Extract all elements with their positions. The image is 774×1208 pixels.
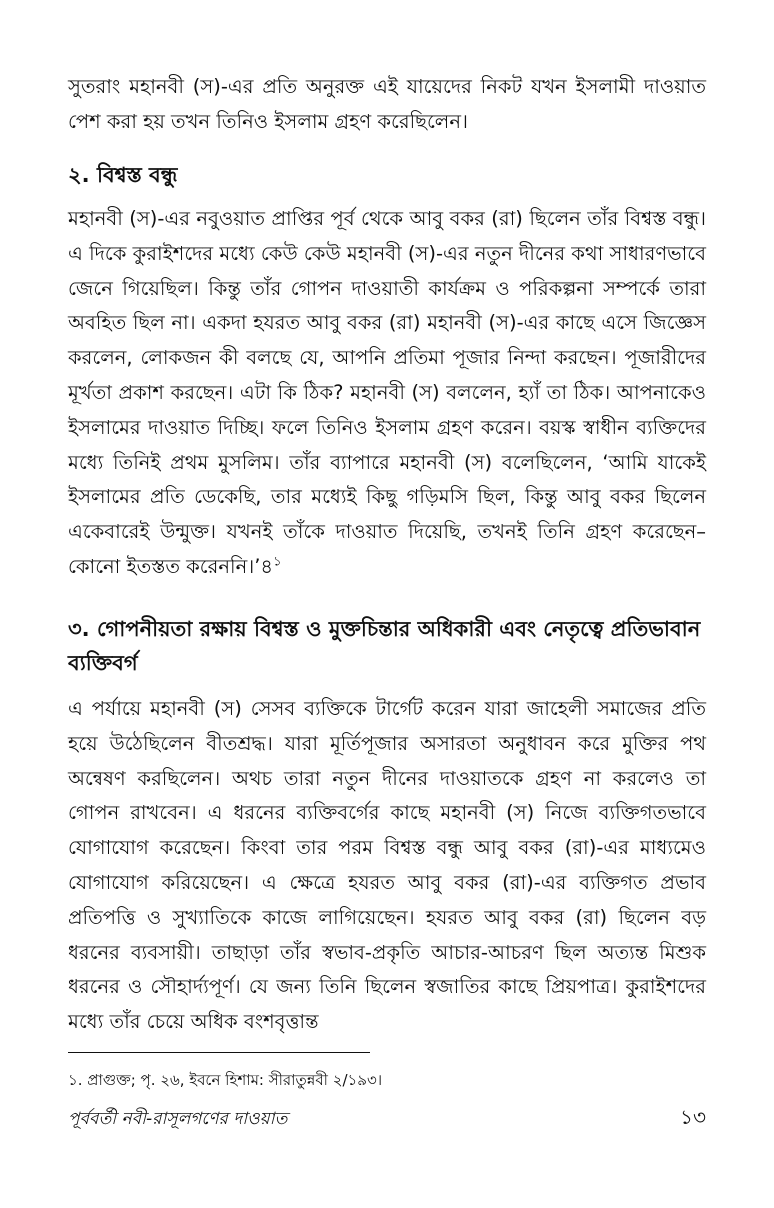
running-title: পূর্ববর্তী নবী-রাসূলগণের দাওয়াত [68,1109,288,1129]
section-2-heading: ২. বিশ্বস্ত বন্ধু [68,163,178,187]
footnote-divider [68,1052,370,1053]
section-3-heading: ৩. গোপনীয়তা রক্ষায় বিশ্বস্ত ও মুক্তচিন্তার অধিকারী এবং নেতৃত্বে প্রতিভাবান ব্যক্তিবর্গ [68,617,701,675]
page-number: ১৩ [680,1105,706,1129]
intro-paragraph: সুতরাং মহানবী (স)-এর প্রতি অনুরক্ত এই যায়েদের নিকট যখন ইসলামী দাওয়াত পেশ করা হয় তখন তিনিও ইসলাম গ্রহণ করেছিলেন। [68,75,706,133]
section-3-paragraph: এ পর্যায়ে মহানবী (স) সেসব ব্যক্তিকে টার্গেট করেন যারা জাহেলী সমাজের প্রতি হয়ে উঠেছিলেন বীতশ্রদ্ধ। যারা মূর্তিপূজার অসারতা অনুধাবন করে মুক্তির পথ অন্বেষণ করছিলেন। অথচ তারা নতুন দীনের দাওয়াতকে গ্রহণ না করলেও তা গোপন রাখবেন। এ ধরনের ব্যক্তিবর্গের কাছে মহানবী (স) নিজে ব্যক্তিগতভাবে যোগাযোগ করেছেন। কিংবা তার পরম বিশ্বস্ত বন্ধু আবু বকর (রা)-এর মাধ্যমেও যোগাযোগ করিয়েছেন। এ ক্ষেত্রে হযরত আবু বকর (রা)-এর ব্যক্তিগত প্রভাব প্রতিপত্তি ও সুখ্যাতিকে কাজে লাগিয়েছেন। হযরত আবু বকর (রা) ছিলেন বড় ধরনের ব্যবসায়ী। তাছাড়া তাঁর স্বভাব-প্রকৃতি আচার-আচরণ ছিল অত্যন্ত মিশুক ধরনের ও সৌহার্দ্যপূর্ণ। যে জন্য তিনি ছিলেন স্বজাতির কাছে প্রিয়পাত্র। কুরাইশদের মধ্যে তাঁর চেয়ে অধিক বংশবৃত্তান্ত [68,697,706,1034]
section-2-text: মহানবী (স)-এর নবুওয়াত প্রাপ্তির পূর্ব থেকে আবু বকর (রা) ছিলেন তাঁর বিশ্বস্ত বন্ধু। এ দিকে কুরাইশদের মধ্যে কেউ কেউ মহানবী (স)-এর নতুন দীনের কথা সাধারণভাবে জেনে গিয়েছিল। কিন্তু তাঁর গোপন দাওয়াতী কার্যক্রম ও পরিকল্পনা সম্পর্কে তারা অবহিত ছিল না। একদা হযরত আবু বকর (রা) মহানবী (স)-এর কাছে এসে জিজ্ঞেস করলেন, লোকজন কী বলছে যে, আপনি প্রতিমা পূজার নিন্দা করছেন। পূজারীদের মূর্খতা প্রকাশ করছেন। এটা কি ঠিক? মহানবী (স) বললেন, হ্যাঁ তা ঠিক। আপনাকেও ইসলামের দাওয়াত দিচ্ছি। ফলে তিনিও ইসলাম গ্রহণ করেন। বয়স্ক স্বাধীন ব্যক্তিদের মধ্যে তিনিই প্রথম মুসলিম। তাঁর ব্যাপারে মহানবী (স) বলেছিলেন, ‘আমি যাকেই ইসলামের প্রতি ডেকেছি, তার মধ্যেই কিছু গড়িমসি ছিল, কিন্তু আবু বকর ছিলেন একেবারেই উন্মুক্ত। যখনই তাঁকে দাওয়াত দিয়েছি, তখনই তিনি গ্রহণ করেছেন– কোনো ইতস্তত করেননি।’৪ [68,207,706,578]
section-2-paragraph [68,202,706,585]
footnote-reference: ১ [273,554,282,570]
footnote: ১. প্রাগুক্ত; পৃ. ২৬, ইবনে হিশাম: সীরাতুন্নবী ২/১৯৩। [68,1071,383,1089]
